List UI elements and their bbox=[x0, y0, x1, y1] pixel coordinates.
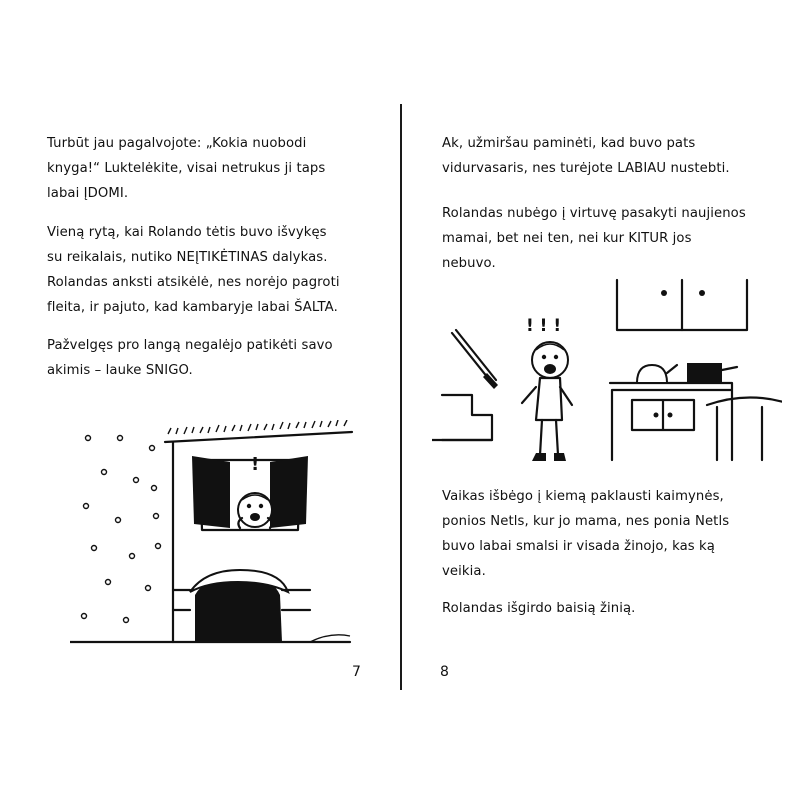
left-page bbox=[0, 0, 400, 801]
right-page bbox=[402, 0, 801, 801]
kitchen-illustration bbox=[432, 275, 782, 475]
boy-figure bbox=[522, 342, 572, 461]
table bbox=[707, 397, 782, 460]
page-number-right: 8 bbox=[440, 664, 449, 680]
snow-window-illustration bbox=[70, 420, 370, 660]
kettle bbox=[637, 365, 667, 383]
right-shutter bbox=[270, 456, 308, 528]
right-paragraph-1: Ak, užmiršau paminėti, kad buvo pats vidurvasaris, nes turėjote LABIAU nustebti. bbox=[442, 136, 730, 176]
left-shutter bbox=[192, 456, 230, 528]
counter bbox=[610, 383, 732, 460]
left-paragraph-1: Turbūt jau pagalvojote: „Kokia nuobodi knyga!“ Luktelėkite, visai netrukus ji taps labai ĮDOMI. bbox=[47, 136, 326, 201]
left-paragraph-3: Pažvelgęs pro langą negalėjo patikėti savo akimis – lauke SNIGO. bbox=[47, 338, 333, 378]
right-paragraph-3: Vaikas išbėgo į kiemą paklausti kaimynės, ponios Netls, kur jo mama, nes ponia Netls buvo labai smalsi ir visada žinojo, kas ką veikia. bbox=[442, 489, 730, 579]
page-number-left: 7 bbox=[352, 664, 361, 680]
exclamation-marks: ! ! ! bbox=[526, 316, 562, 336]
left-paragraph-2: Vieną rytą, kai Rolando tėtis buvo išvykęs su reikalais, nutiko NEĮTIKĖTINAS dalykas. Rolandas anksti atsikėlė, nes norėjo pagroti fleita, ir pajuto, kad kambaryje labai ŠALTA. bbox=[47, 225, 340, 315]
stairs bbox=[442, 395, 492, 440]
right-paragraph-2: Rolandas nubėgo į virtuvę pasakyti naujienos mamai, bet nei ten, nei kur KITUR jos nebuvo. bbox=[442, 206, 746, 271]
boy-face bbox=[238, 493, 272, 528]
right-paragraph-4: Rolandas išgirdo baisią žinią. bbox=[442, 601, 636, 616]
roof-snow bbox=[165, 432, 352, 442]
snowflakes bbox=[82, 436, 161, 623]
pot bbox=[687, 363, 722, 383]
exclamation-mark: ! bbox=[251, 454, 260, 475]
